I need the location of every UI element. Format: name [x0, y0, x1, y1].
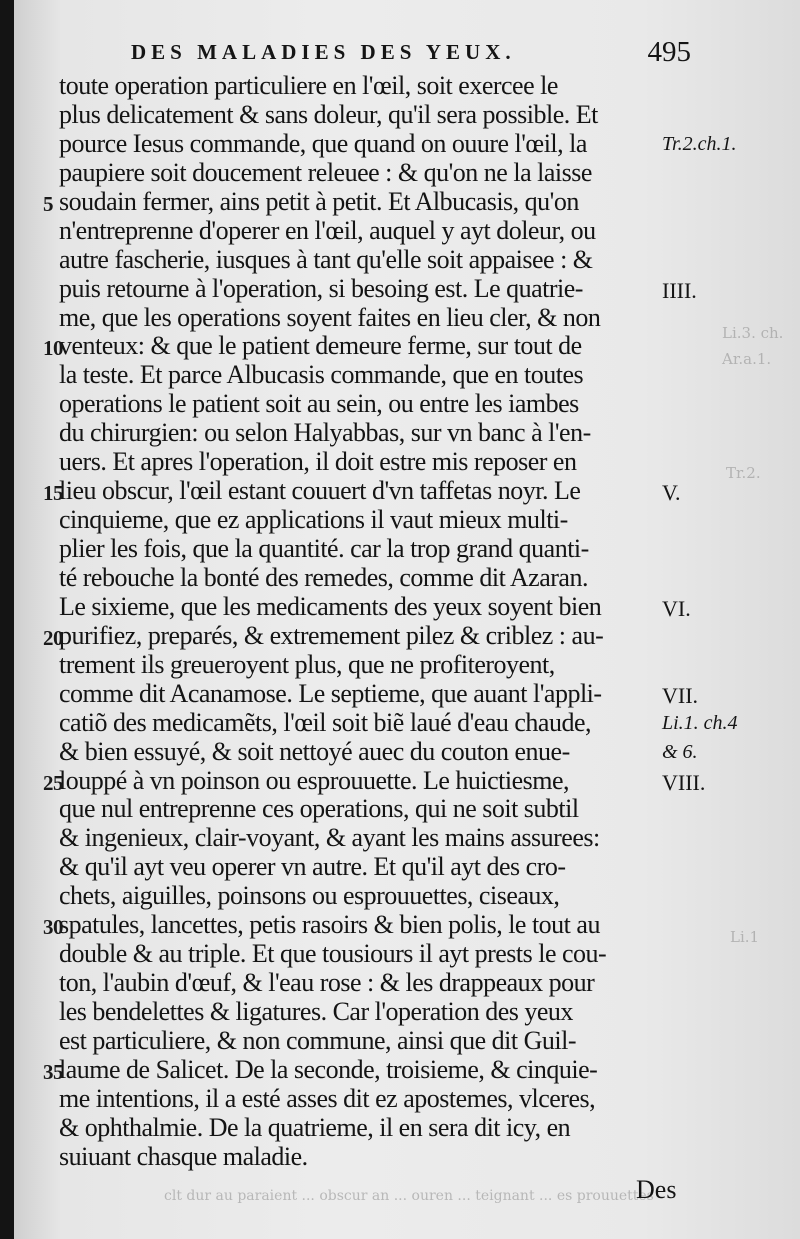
text-line — [43, 765, 659, 796]
text-line — [59, 246, 659, 275]
page-number: 495 — [647, 36, 691, 68]
text-line — [59, 535, 659, 564]
text-line — [59, 1027, 659, 1056]
line-text: spatules, lancettes, petis rasoirs & bien polis, le tout au — [59, 910, 600, 940]
line-text: du chirurgien: ou selon Halyabbas, sur vn banc à l'en- — [59, 418, 591, 448]
line-text: uers. Et apres l'operation, il doit estre mis reposer en — [59, 447, 577, 477]
text-line — [59, 130, 659, 159]
text-line — [59, 998, 659, 1027]
line-text: que nul entreprenne ces operations, qui ne soit subtil — [59, 794, 579, 824]
line-number: 15 — [43, 481, 63, 506]
text-line — [59, 1114, 659, 1143]
text-line — [59, 217, 659, 246]
running-title: DES MALADIES DES YEUX. — [131, 40, 516, 64]
text-line — [59, 419, 659, 448]
line-text: autre fascherie, iusques à tant qu'elle soit appaisee : & — [59, 244, 593, 274]
line-text: ton, l'aubin d'œuf, & l'eau rose : & les drappeaux pour — [59, 968, 595, 998]
text-line — [59, 853, 659, 882]
line-text: & bien essuyé, & soit nettoyé auec du couton enue- — [59, 736, 570, 766]
text-line — [59, 709, 659, 738]
text-line — [59, 1143, 659, 1172]
margin-note: VII. — [662, 682, 699, 708]
text-line — [43, 1054, 659, 1085]
margin-note: & 6. — [662, 740, 698, 763]
catchword: Des — [636, 1175, 677, 1204]
bleed-through-text: Ar.a.1. — [722, 350, 772, 368]
text-line — [59, 448, 659, 477]
text-line — [59, 275, 659, 304]
line-number: 35 — [43, 1059, 63, 1084]
text-line — [59, 1085, 659, 1114]
text-line — [43, 331, 659, 361]
text-line — [43, 620, 659, 651]
bleed-through-text: Li.1 — [730, 928, 760, 946]
line-text: pource Iesus commande, que quand on ouure l'œil, la — [59, 128, 587, 158]
line-text: me, que les operations soyent faites en lieu cler, & non — [59, 302, 601, 332]
line-number: 30 — [43, 915, 63, 940]
text-line — [43, 186, 659, 217]
text-line — [59, 506, 659, 535]
line-text: suiuant chasque maladie. — [59, 1141, 308, 1171]
line-text: operations le patient soit au sein, ou entre les iambes — [59, 389, 579, 419]
text-line — [59, 564, 659, 593]
margin-note: VIII. — [662, 769, 706, 795]
line-text: lieu obscur, l'œil estant couuert d'vn taffetas noyr. Le — [59, 476, 581, 506]
margin-note: VI. — [662, 596, 691, 622]
text-line — [59, 361, 659, 390]
line-text: plier les fois, que la quantité. car la trop grand quanti- — [59, 534, 589, 563]
line-text: cinquieme, que ez applications il vaut mieux multi- — [59, 505, 568, 535]
line-text: chets, aiguilles, poinsons ou esprouuettes, ciseaux, — [59, 881, 560, 911]
text-line — [59, 593, 659, 622]
margin-note: IIII. — [662, 277, 697, 303]
margin-note: Li.1. ch.4 — [662, 711, 738, 734]
line-number: 10 — [43, 336, 63, 361]
bleed-through-text: Li.3. ch. — [722, 324, 784, 342]
book-page — [14, 0, 800, 1239]
text-line — [59, 72, 659, 101]
text-line — [59, 390, 659, 419]
line-text: est particuliere, & non commune, ainsi que dit Guil- — [59, 1025, 576, 1055]
line-text: purifiez, preparés, & extremement pilez & criblez : au- — [59, 620, 604, 650]
text-line — [59, 824, 659, 853]
text-line — [59, 680, 659, 709]
margin-note: V. — [662, 480, 681, 506]
text-line — [59, 651, 659, 680]
line-text: & ingenieux, clair-voyant, & ayant les mains assurees: — [59, 823, 600, 853]
line-text: trement ils greueroyent plus, que ne profiteroyent, — [59, 649, 555, 679]
text-line — [59, 969, 659, 998]
line-number: 5 — [43, 191, 53, 216]
line-text: comme dit Acanamose. Le septieme, que auant l'appli- — [59, 678, 602, 708]
page-header — [131, 36, 691, 70]
bleed-through-text: clt dur au paraient ... obscur an ... ouren ... teignant ... es prouuettes — [164, 1188, 654, 1204]
line-text: catiõ des medicamẽts, l'œil soit biẽ laué d'eau chaude, — [59, 707, 592, 737]
line-number: 20 — [43, 625, 63, 650]
line-text: me intentions, il a esté asses dit ez apostemes, vlceres, — [59, 1083, 596, 1113]
line-text: toute operation particuliere en l'œil, soit exercee le — [59, 71, 558, 100]
line-text: soudain fermer, ains petit à petit. Et Albucasis, qu'on — [59, 186, 579, 216]
text-line — [59, 101, 659, 130]
line-text: puis retourne à l'operation, si besoing est. Le quatrie- — [59, 273, 583, 303]
line-text: n'entreprenne d'operer en l'œil, auquel y ayt doleur, ou — [59, 215, 596, 245]
bleed-through-text: Tr.2. — [726, 464, 761, 482]
text-line — [43, 476, 659, 506]
line-text: la teste. Et parce Albucasis commande, que en toutes — [59, 360, 584, 390]
line-text: & qu'il ayt veu operer vn autre. Et qu'il ayt des cro- — [59, 852, 566, 882]
text-line — [59, 940, 659, 969]
line-text: laume de Salicet. De la seconde, troisieme, & cinquie- — [59, 1054, 598, 1084]
text-line — [59, 304, 659, 333]
line-text: louppé à vn poinson ou esprouuette. Le huictiesme, — [59, 765, 570, 795]
line-number: 25 — [43, 770, 63, 795]
line-text: té rebouche la bonté des remedes, comme dit Azaran. — [59, 562, 588, 592]
text-line — [59, 882, 659, 911]
main-text-block — [43, 71, 659, 1172]
line-text: Le sixieme, que les medicaments des yeux soyent bien — [59, 591, 602, 621]
line-text: plus delicatement & sans doleur, qu'il sera possible. Et — [59, 99, 598, 129]
line-text: & ophthalmie. De la quatrieme, il en sera dit icy, en — [59, 1112, 571, 1142]
line-text: double & au triple. Et que tousiours il ayt prests le cou- — [59, 939, 607, 969]
line-text: venteux: & que le patient demeure ferme, sur tout de — [59, 331, 582, 361]
line-text: paupiere soit doucement releuee : & qu'on ne la laisse — [59, 157, 592, 187]
text-line — [59, 159, 659, 188]
text-line — [59, 738, 659, 767]
text-line — [59, 795, 659, 824]
text-line — [43, 910, 659, 940]
margin-note: Tr.2.ch.1. — [662, 132, 737, 155]
line-text: les bendelettes & ligatures. Car l'operation des yeux — [59, 997, 573, 1026]
